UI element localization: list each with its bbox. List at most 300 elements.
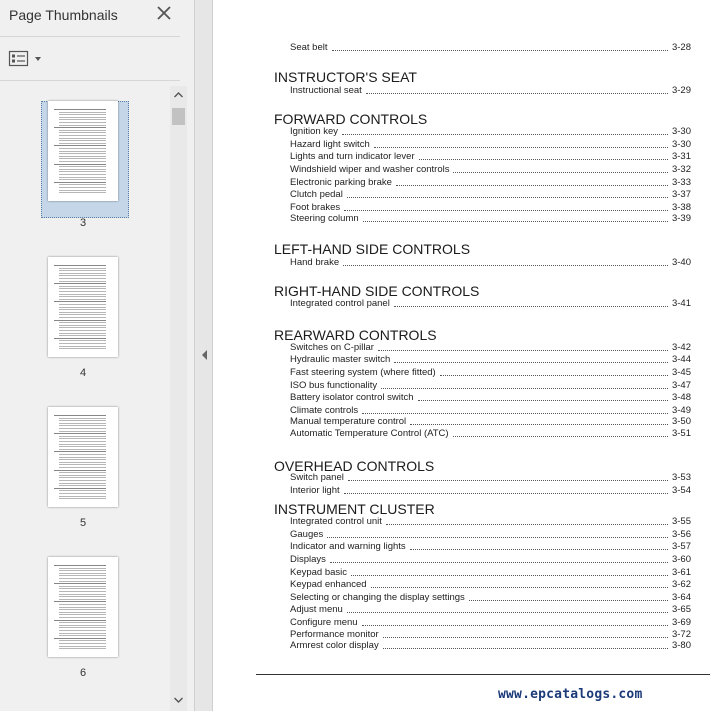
dot-leader (383, 629, 668, 638)
collapse-panel-button[interactable] (201, 348, 209, 360)
thumbnail-text-line (59, 317, 106, 318)
dot-leader (342, 126, 668, 135)
thumbnail-text-line (59, 498, 106, 499)
thumbnail-text-line (54, 565, 106, 566)
thumbnail-page-number: 6 (79, 667, 87, 679)
thumbnail-text-line (59, 625, 106, 626)
toc-entry-page: 3-53 (671, 472, 691, 483)
toc-entry[interactable] (290, 189, 691, 201)
dot-leader (378, 342, 668, 351)
dot-leader (362, 617, 668, 626)
thumbnail-text-line (59, 117, 106, 118)
dot-leader (374, 139, 668, 148)
thumbnail-text-line (59, 431, 106, 432)
toc-entry[interactable] (290, 604, 691, 616)
thumbnail-text-line (59, 314, 106, 315)
dot-leader (347, 189, 668, 198)
toc-entry[interactable] (290, 298, 691, 310)
toc-entry-page: 3-49 (671, 405, 691, 416)
thumbnail-text-line (59, 192, 106, 193)
toc-entry[interactable] (290, 177, 691, 189)
toc-entry[interactable] (290, 516, 691, 528)
dot-leader (453, 164, 668, 173)
thumbnail-text-line (59, 281, 106, 282)
thumbnail-page-image (48, 101, 118, 201)
thumbnail-list (0, 84, 170, 711)
close-icon (155, 4, 173, 22)
toc-entry-title: Performance monitor (290, 629, 379, 640)
thumbnail-text-line (54, 320, 106, 321)
toc-entry-title: Clutch pedal (290, 189, 343, 200)
dot-leader (366, 85, 668, 94)
dot-leader (362, 405, 668, 414)
thumbnail-text-line (59, 575, 106, 576)
thumbnail-text-line (59, 423, 106, 424)
toc-entry[interactable] (290, 139, 691, 151)
dot-leader (381, 380, 668, 389)
toc-entry-title: Configure menu (290, 617, 358, 628)
toc-entry[interactable] (290, 529, 691, 541)
thumbnail-text-line (54, 109, 106, 110)
thumbnail-text-line (59, 158, 106, 159)
panel-splitter[interactable] (194, 0, 213, 711)
thumbnail-text-line (59, 627, 106, 628)
toc-entry-title: Automatic Temperature Control (ATC) (290, 428, 449, 439)
toc-entry[interactable] (290, 164, 691, 176)
thumbnail-text-line (59, 604, 106, 605)
toc-entry-page: 3-45 (671, 367, 691, 378)
thumbnail-text-line (59, 607, 106, 608)
thumbnail-text-line (54, 301, 106, 302)
thumbnail-text-line (59, 467, 106, 468)
thumbnail-text-line (59, 125, 106, 126)
toc-entry-page: 3-40 (671, 257, 691, 268)
toc-entry-title: Ignition key (290, 126, 339, 137)
toc-entry-title: Adjust menu (290, 604, 343, 615)
toc-entry-page: 3-60 (671, 554, 691, 565)
footer-rule (256, 674, 710, 675)
toc-entry-page: 3-50 (671, 416, 691, 427)
thumbnail-text-line (59, 483, 106, 484)
close-panel-button[interactable] (155, 4, 173, 22)
toc-entry[interactable] (290, 367, 691, 379)
thumbnail-text-line (59, 425, 106, 426)
thumbnail-text-line (59, 578, 106, 579)
thumbnail-text-line (59, 588, 106, 589)
toc-entry[interactable] (290, 380, 691, 392)
thumbnail-text-line (59, 190, 106, 191)
toc-entry-title: Keypad enhanced (290, 579, 367, 590)
thumbnail-text-line (59, 648, 106, 649)
thumbnail-page-image (48, 257, 118, 357)
thumbnail-options-button[interactable] (8, 50, 44, 68)
thumbnail-text-line (54, 182, 106, 183)
scroll-down-button[interactable] (170, 691, 187, 709)
thumbnail-text-line (59, 496, 106, 497)
thumbnail-text-line (54, 127, 106, 128)
toc-entry-title: Indicator and warning lights (290, 541, 406, 552)
toc-entry-title: Integrated control unit (290, 516, 382, 527)
thumbnail-text-line (59, 477, 106, 478)
toc-entry-title: Keypad basic (290, 567, 348, 578)
thumbnail-text-line (54, 583, 106, 584)
toc-entry-page: 3-41 (671, 298, 691, 309)
thumbnail-text-line (59, 633, 106, 634)
toc-entry[interactable] (290, 617, 691, 629)
section-heading: INSTRUCTOR'S SEAT (274, 69, 417, 85)
toc-entry-title: Gauges (290, 529, 324, 540)
thumbnail-text-line (59, 635, 106, 636)
toc-entry[interactable] (290, 428, 691, 440)
thumbnail-text-line (59, 609, 106, 610)
toc-entry-page: 3-57 (671, 541, 691, 552)
dot-leader (348, 472, 668, 481)
thumbnail-text-line (59, 166, 106, 167)
thumbnail-text-line (54, 283, 106, 284)
dot-leader (410, 416, 668, 425)
thumbnail-text-line (59, 296, 106, 297)
toc-entry-title: Switch panel (290, 472, 344, 483)
thumbnail-text-line (59, 462, 106, 463)
toc-entry-page: 3-64 (671, 592, 691, 603)
toc-entry-title: Interior light (290, 485, 340, 496)
toc-entry[interactable] (290, 392, 691, 404)
section-heading: REARWARD CONTROLS (274, 327, 437, 343)
thumbnail-text-line (59, 428, 106, 429)
thumbnail-text-line (54, 265, 106, 266)
thumbnail-text-line (54, 601, 106, 602)
thumbnail-text-line (59, 343, 106, 344)
toc-entry-page: 3-33 (671, 177, 691, 188)
thumbnail-text-line (59, 464, 106, 465)
thumbnail-text-line (59, 472, 106, 473)
thumbnail-text-line (54, 338, 106, 339)
toc-entry-page: 3-61 (671, 567, 691, 578)
toc-entry[interactable] (290, 640, 691, 652)
thumbnail-text-line (59, 568, 106, 569)
toc-entry-page: 3-30 (671, 126, 691, 137)
toc-entry[interactable] (290, 485, 691, 497)
thumbnail-text-line (59, 325, 106, 326)
toc-entry-page: 3-37 (671, 189, 691, 200)
thumbnail-text-line (59, 151, 106, 152)
toc-entry-title: ISO bus functionality (290, 380, 378, 391)
scroll-thumb[interactable] (172, 108, 185, 125)
thumbnail-text-line (59, 454, 106, 455)
thumbnail-page-number: 3 (79, 217, 87, 229)
thumbnail-text-line (59, 330, 106, 331)
toc-entry[interactable] (290, 472, 691, 484)
thumbnail-text-line (59, 161, 106, 162)
toc-entry-title: Armrest color display (290, 640, 379, 651)
dot-leader (440, 367, 668, 376)
toc-entry-page: 3-44 (671, 354, 691, 365)
thumbnail-text-line (59, 599, 106, 600)
toc-entry[interactable] (290, 416, 691, 428)
dot-leader (394, 298, 668, 307)
toc-entry-page: 3-72 (671, 629, 691, 640)
toc-entry-page: 3-42 (671, 342, 691, 353)
thumbnail-text-line (59, 475, 106, 476)
thumbnail-text-line (59, 174, 106, 175)
toc-entry-page: 3-51 (671, 428, 691, 439)
toc-entry-title: Hydraulic master switch (290, 354, 391, 365)
thumbnail-page-number: 4 (79, 367, 87, 379)
thumbnail-text-line (54, 488, 106, 489)
thumbnail-text-line (59, 270, 106, 271)
thumbnail-text-line (59, 420, 106, 421)
collapse-panel-icon (201, 349, 209, 361)
toc-entry-page: 3-54 (671, 485, 691, 496)
thumbnail-text-line (59, 333, 106, 334)
toc-entry-page: 3-65 (671, 604, 691, 615)
thumbnail-text-line (59, 327, 106, 328)
thumbnail-text-line (59, 312, 106, 313)
thumbnail-text-line (59, 278, 106, 279)
thumbnail-text-line (59, 112, 106, 113)
toc-entry-title: Switches on C-pillar (290, 342, 374, 353)
dot-leader (351, 567, 668, 576)
toc-entry-title: Manual temperature control (290, 416, 407, 427)
thumbnail-text-line (59, 594, 106, 595)
thumbnail-text-line (54, 451, 106, 452)
thumbnail-text-line (59, 346, 106, 347)
thumbnail-text-line (59, 438, 106, 439)
thumbnail-text-line (59, 148, 106, 149)
thumbnail-text-line (59, 480, 106, 481)
thumbnail-text-line (59, 612, 106, 613)
thumbnail-text-line (54, 470, 106, 471)
thumbnail-text-line (59, 132, 106, 133)
toc-entry-page: 3-31 (671, 151, 691, 162)
section-heading: INSTRUMENT CLUSTER (274, 501, 435, 517)
thumbnail-text-line (59, 135, 106, 136)
thumbnail-text-line (59, 130, 106, 131)
dot-leader (453, 428, 668, 437)
thumbnail-options-icon (8, 50, 44, 68)
thumbnail-text-line (59, 273, 106, 274)
section-heading: FORWARD CONTROLS (274, 111, 428, 127)
dot-leader (343, 257, 668, 266)
thumbnail-text-line (59, 291, 106, 292)
thumbnail-text-line (59, 304, 106, 305)
thumbnail-text-line (54, 620, 106, 621)
toc-entry[interactable] (290, 342, 691, 354)
thumbnail-text-line (59, 122, 106, 123)
page-thumbnail[interactable] (0, 86, 170, 229)
chevron-up-icon (170, 86, 187, 104)
thumbnail-text-line (54, 415, 106, 416)
thumbnail-text-line (59, 275, 106, 276)
dot-leader (383, 640, 668, 649)
thumbnail-text-line (59, 622, 106, 623)
toc-entry-title: Seat belt (290, 42, 328, 53)
toc-entry-title: Instructional seat (290, 85, 362, 96)
toc-entry-page: 3-80 (671, 640, 691, 651)
page-thumbnail[interactable] (0, 542, 170, 682)
dot-leader (344, 485, 668, 494)
thumbnail-text-line (59, 617, 106, 618)
toc-entry[interactable] (290, 592, 691, 604)
toc-entry-title: Foot brakes (290, 202, 341, 213)
thumbnail-page-number: 5 (79, 517, 87, 529)
thumbnail-text-line (59, 143, 106, 144)
toc-entry-title: Steering column (290, 213, 359, 224)
toc-entry-page: 3-30 (671, 139, 691, 150)
thumbnail-text-line (59, 581, 106, 582)
dot-leader (419, 151, 668, 160)
thumbnail-text-line (59, 156, 106, 157)
thumbnail-text-line (59, 444, 106, 445)
thumbnail-text-line (59, 299, 106, 300)
toc-entry-page: 3-38 (671, 202, 691, 213)
thumbnail-text-line (59, 138, 106, 139)
toc-entry-title: Hazard light switch (290, 139, 370, 150)
toc-entry-page: 3-48 (671, 392, 691, 403)
thumbnail-text-line (59, 184, 106, 185)
toc-entry-title: Lights and turn indicator lever (290, 151, 415, 162)
section-heading: LEFT-HAND SIDE CONTROLS (274, 241, 471, 257)
toc-entry-page: 3-47 (671, 380, 691, 391)
toc-entry[interactable] (290, 554, 691, 566)
thumbnail-text-line (59, 436, 106, 437)
panel-divider (0, 80, 180, 81)
dot-leader (332, 42, 668, 51)
thumbnail-text-line (59, 459, 106, 460)
dot-leader (469, 592, 668, 601)
toc-entry-page: 3-32 (671, 164, 691, 175)
thumbnail-text-line (59, 630, 106, 631)
thumbnail-text-line (54, 145, 106, 146)
thumbnail-text-line (59, 418, 106, 419)
thumbnail-text-line (59, 586, 106, 587)
toc-entry-title: Displays (290, 554, 326, 565)
toc-entry[interactable] (290, 213, 691, 225)
dot-leader (344, 202, 668, 211)
chevron-down-icon (170, 691, 187, 709)
toc-entry-title: Electronic parking brake (290, 177, 392, 188)
thumbnail-text-line (59, 119, 106, 120)
thumbnail-text-line (59, 457, 106, 458)
dot-leader (386, 516, 668, 525)
section-heading: OVERHEAD CONTROLS (274, 458, 435, 474)
thumbnail-text-line (59, 614, 106, 615)
thumbnail-text-line (59, 177, 106, 178)
thumbnail-text-line (59, 187, 106, 188)
thumbnail-text-line (59, 441, 106, 442)
thumbnail-page-image (48, 407, 118, 507)
thumbnail-text-line (59, 596, 106, 597)
thumbnail-text-line (54, 433, 106, 434)
thumbnail-text-line (54, 164, 106, 165)
thumbnail-text-line (59, 322, 106, 323)
thumbnail-text-line (59, 640, 106, 641)
thumbnail-text-line (59, 140, 106, 141)
dot-leader (327, 529, 668, 538)
thumbnail-text-line (59, 114, 106, 115)
thumbnail-text-line (59, 348, 106, 349)
thumbnail-text-line (59, 446, 106, 447)
toc-entry-title: Climate controls (290, 405, 359, 416)
thumbnail-text-line (59, 335, 106, 336)
thumbnail-text-line (59, 179, 106, 180)
thumbnail-text-line (59, 171, 106, 172)
page-thumbnail[interactable] (0, 392, 170, 532)
thumbnail-text-line (59, 449, 106, 450)
toc-entry-title: Hand brake (290, 257, 340, 268)
toc-entry-page: 3-69 (671, 617, 691, 628)
thumbnail-text-line (59, 591, 106, 592)
toc-entry-page: 3-28 (671, 42, 691, 53)
toc-entry-page: 3-55 (671, 516, 691, 527)
thumbnail-scrollbar[interactable] (170, 86, 187, 711)
toc-entry[interactable] (290, 151, 691, 163)
thumbnail-text-line (59, 307, 106, 308)
toc-entry[interactable] (290, 42, 691, 54)
thumbnail-text-line (59, 643, 106, 644)
toc-entry[interactable] (290, 126, 691, 138)
thumbnail-text-line (59, 340, 106, 341)
thumbnail-text-line (59, 288, 106, 289)
toc-entry-title: Selecting or changing the display settings (290, 592, 465, 603)
toc-entry[interactable] (290, 257, 691, 269)
footer-watermark-url: www.epcatalogs.com (498, 687, 643, 702)
toc-entry-title: Windshield wiper and washer controls (290, 164, 450, 175)
dot-leader (363, 213, 668, 222)
thumbnail-text-line (59, 646, 106, 647)
thumbnail-text-line (59, 573, 106, 574)
toc-entry-title: Battery isolator control switch (290, 392, 414, 403)
toc-entry[interactable] (290, 354, 691, 366)
thumbnail-text-line (59, 490, 106, 491)
toc-entry-page: 3-62 (671, 579, 691, 590)
thumbnail-text-line (59, 286, 106, 287)
thumbnail-text-line (59, 493, 106, 494)
page-thumbnails-panel (0, 0, 194, 711)
document-page (214, 0, 710, 711)
dot-leader (418, 392, 668, 401)
thumbnail-text-line (59, 294, 106, 295)
dot-leader (394, 354, 668, 363)
toc-entry-page: 3-29 (671, 85, 691, 96)
thumbnail-page-image (48, 557, 118, 657)
toc-entry-title: Fast steering system (where fitted) (290, 367, 436, 378)
toc-entry[interactable] (290, 85, 691, 97)
dot-leader (396, 177, 668, 186)
toc-entry[interactable] (290, 567, 691, 579)
dot-leader (330, 554, 668, 563)
toc-entry-page: 3-39 (671, 213, 691, 224)
scroll-up-button[interactable] (170, 86, 187, 104)
thumbnail-text-line (59, 309, 106, 310)
dot-leader (410, 541, 668, 550)
thumbnail-text-line (59, 169, 106, 170)
toc-entry-page: 3-56 (671, 529, 691, 540)
thumbnail-text-line (59, 153, 106, 154)
toc-entry-title: Integrated control panel (290, 298, 390, 309)
toc-entry[interactable] (290, 541, 691, 553)
thumbnail-text-line (59, 570, 106, 571)
thumbnail-text-line (59, 485, 106, 486)
page-thumbnail[interactable] (0, 242, 170, 382)
toc-entry[interactable] (290, 579, 691, 591)
section-heading: RIGHT-HAND SIDE CONTROLS (274, 283, 480, 299)
dot-leader (371, 579, 668, 588)
panel-title: Page Thumbnails (9, 7, 118, 23)
thumbnail-text-line (59, 268, 106, 269)
dot-leader (347, 604, 668, 613)
thumbnail-text-line (54, 638, 106, 639)
